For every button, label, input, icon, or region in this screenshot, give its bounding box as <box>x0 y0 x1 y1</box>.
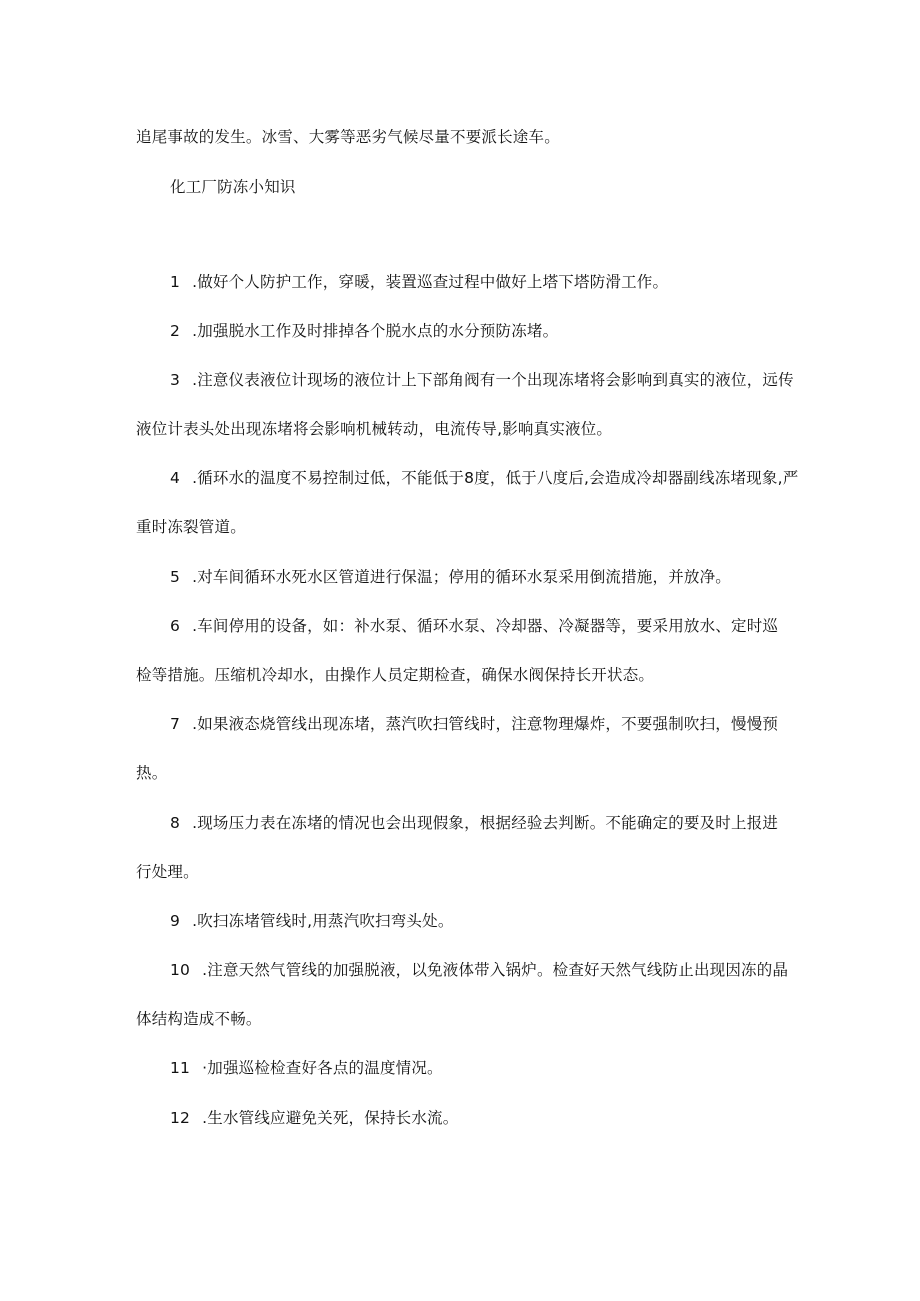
item-number: 3 <box>170 371 181 389</box>
item-number: 7 <box>170 715 181 733</box>
item-text: ·加强巡检检查好各点的温度情况。 <box>202 1059 443 1077</box>
item-number: 4 <box>170 469 181 487</box>
list-item <box>170 615 778 637</box>
item-text: .循环水的温度不易控制过低，不能低于8度，低于八度后,会造成冷却器副线冻堵现象,严 <box>192 469 799 487</box>
item-number: 9 <box>170 912 181 930</box>
item-text-continuation: 体结构造成不畅。 <box>136 1010 262 1028</box>
list-item <box>170 959 788 981</box>
list-item <box>170 369 794 391</box>
list-item <box>170 812 778 834</box>
item-text-continuation: 液位计表头处出现冻堵将会影响机械转动，电流传导,影响真实液位。 <box>136 420 613 438</box>
item-number: 11 <box>170 1059 191 1077</box>
item-text-continuation: 热。 <box>136 764 168 782</box>
item-number: 1 <box>170 273 181 291</box>
item-number: 6 <box>170 617 181 635</box>
item-number: 10 <box>170 961 191 979</box>
item-text: .注意天然气管线的加强脱液，以免液体带入锅炉。检查好天然气线防止出现因冻的晶 <box>202 961 789 979</box>
list-item <box>170 467 798 489</box>
section-title: 化工厂防冻小知识 <box>170 178 296 196</box>
list-item <box>170 271 668 293</box>
item-text: .对车间循环水死水区管道进行保温；停用的循环水泵采用倒流措施，并放净。 <box>192 568 731 586</box>
intro-paragraph-tail: 追尾事故的发生。冰雪、大雾等恶劣气候尽量不要派长途车。 <box>136 128 560 146</box>
item-number: 8 <box>170 814 181 832</box>
item-text: .生水管线应避免关死，保持长水流。 <box>202 1109 459 1127</box>
list-item <box>170 713 778 735</box>
item-text-continuation: 检等措施。压缩机冷却水，由操作人员定期检查，确保水阀保持长开状态。 <box>136 666 655 684</box>
item-number: 12 <box>170 1109 191 1127</box>
item-number: 5 <box>170 568 181 586</box>
list-item <box>170 1057 443 1079</box>
item-text: .现场压力表在冻堵的情况也会出现假象，根据经验去判断。不能确定的要及时上报进 <box>192 814 779 832</box>
list-item <box>170 566 731 588</box>
item-text: .吹扫冻堵管线时,用蒸汽吹扫弯头处。 <box>192 912 454 930</box>
item-text: .注意仪表液位计现场的液位计上下部角阀有一个出现冻堵将会影响到真实的液位，远传 <box>192 371 794 389</box>
list-item <box>170 1107 458 1129</box>
list-item <box>170 910 454 932</box>
item-number: 2 <box>170 322 181 340</box>
item-text-continuation: 重时冻裂管道。 <box>136 518 246 536</box>
item-text: .加强脱水工作及时排掉各个脱水点的水分预防冻堵。 <box>192 322 559 340</box>
item-text: .如果液态烧管线出现冻堵，蒸汽吹扫管线时，注意物理爆炸，不要强制吹扫，慢慢预 <box>192 715 779 733</box>
item-text-continuation: 行处理。 <box>136 863 199 881</box>
item-text: .车间停用的设备，如：补水泵、循环水泵、冷却器、冷凝器等，要采用放水、定时巡 <box>192 617 779 635</box>
list-item <box>170 320 558 342</box>
item-text: .做好个人防护工作，穿暖，装置巡查过程中做好上塔下塔防滑工作。 <box>192 273 669 291</box>
